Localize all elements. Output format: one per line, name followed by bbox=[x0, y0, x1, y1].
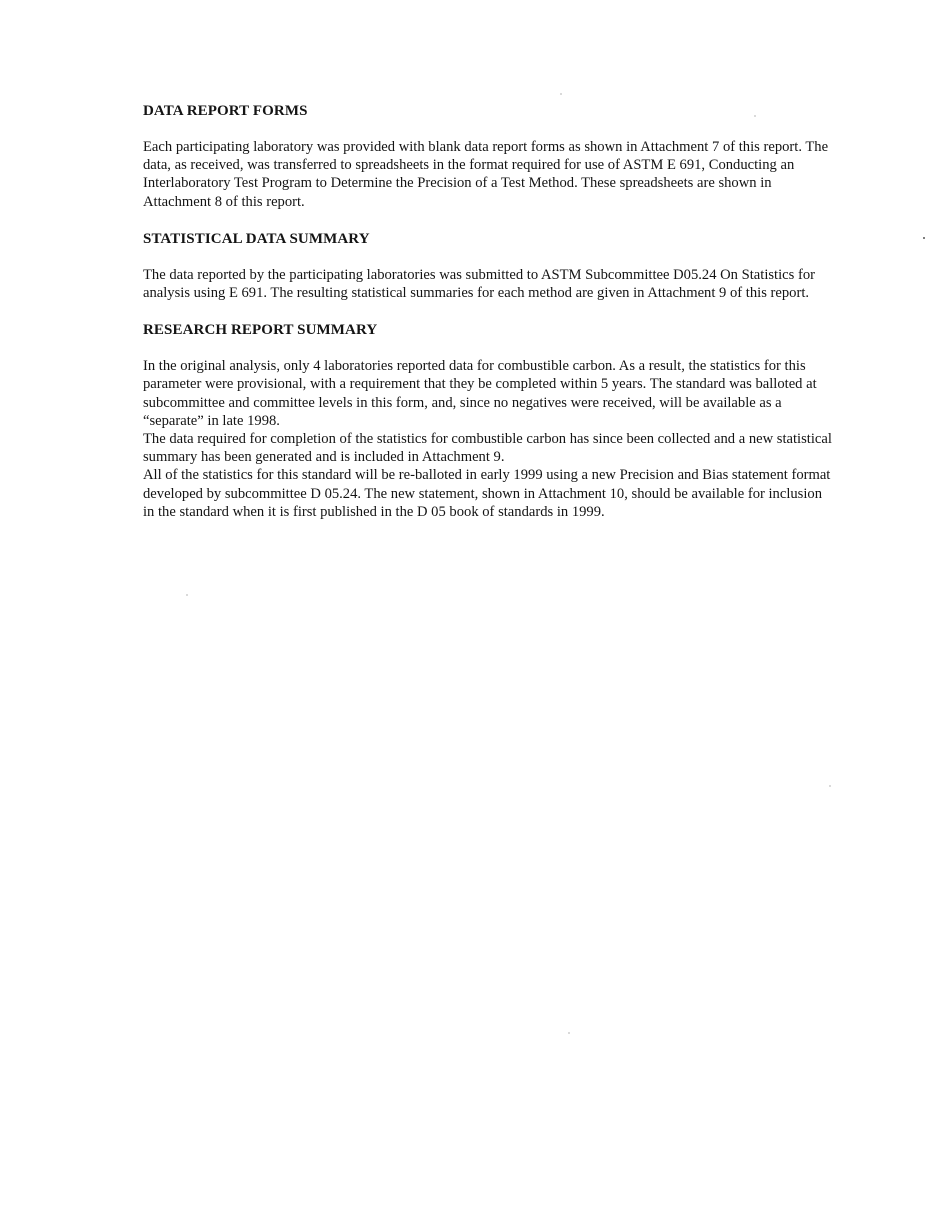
paragraph: Each participating laboratory was provided with blank data report forms as shown in Attachment 7 of this report. The data, as received, was transferred to spreadsheets in the format required for use of ASTM E 691, Conducting an Interlaboratory Test Program to Determine the Precision of a Test Method. These spreadsheets are shown in Attachment 8 of this report. bbox=[143, 139, 829, 210]
document-page bbox=[143, 102, 833, 540]
section-data-report-forms bbox=[143, 102, 833, 211]
section-heading: RESEARCH REPORT SUMMARY bbox=[143, 322, 378, 339]
scan-speck bbox=[754, 115, 756, 117]
scan-speck bbox=[560, 93, 562, 95]
scan-speck bbox=[829, 785, 831, 787]
section-heading: STATISTICAL DATA SUMMARY bbox=[143, 230, 370, 247]
paragraph: The data reported by the participating laboratories was submitted to ASTM Subcommittee D05.24 On Statistics for analysis using E 691. The resulting statistical summaries for each method are given in Attachment 9 of this report. bbox=[143, 266, 815, 302]
paragraph: All of the statistics for this standard will be re-balloted in early 1999 using a new Precision and Bias statement format developed by subcommittee D 05.24. The new statement, shown in Attachment 10, should be available for inclusion in the standard when it is first published in the D 05 book of standards in 1999. bbox=[143, 467, 831, 520]
paragraph: In the original analysis, only 4 laboratories reported data for combustible carbon. As a result, the statistics for this parameter were provisional, with a requirement that they be completed within 5 years. The standard was balloted at subcommittee and committee levels in this form, and, since no negatives were received, will be available as a “separate” in late 1998. bbox=[143, 358, 817, 429]
scan-speck bbox=[568, 1032, 570, 1034]
scan-speck bbox=[923, 237, 925, 239]
paragraph: The data required for completion of the statistics for combustible carbon has since been collected and a new statistical summary has been generated and is included in Attachment 9. bbox=[143, 431, 832, 466]
section-statistical-data-summary bbox=[143, 230, 833, 302]
scan-speck bbox=[186, 594, 188, 596]
section-heading: DATA REPORT FORMS bbox=[143, 103, 308, 119]
section-research-report-summary bbox=[143, 321, 833, 521]
